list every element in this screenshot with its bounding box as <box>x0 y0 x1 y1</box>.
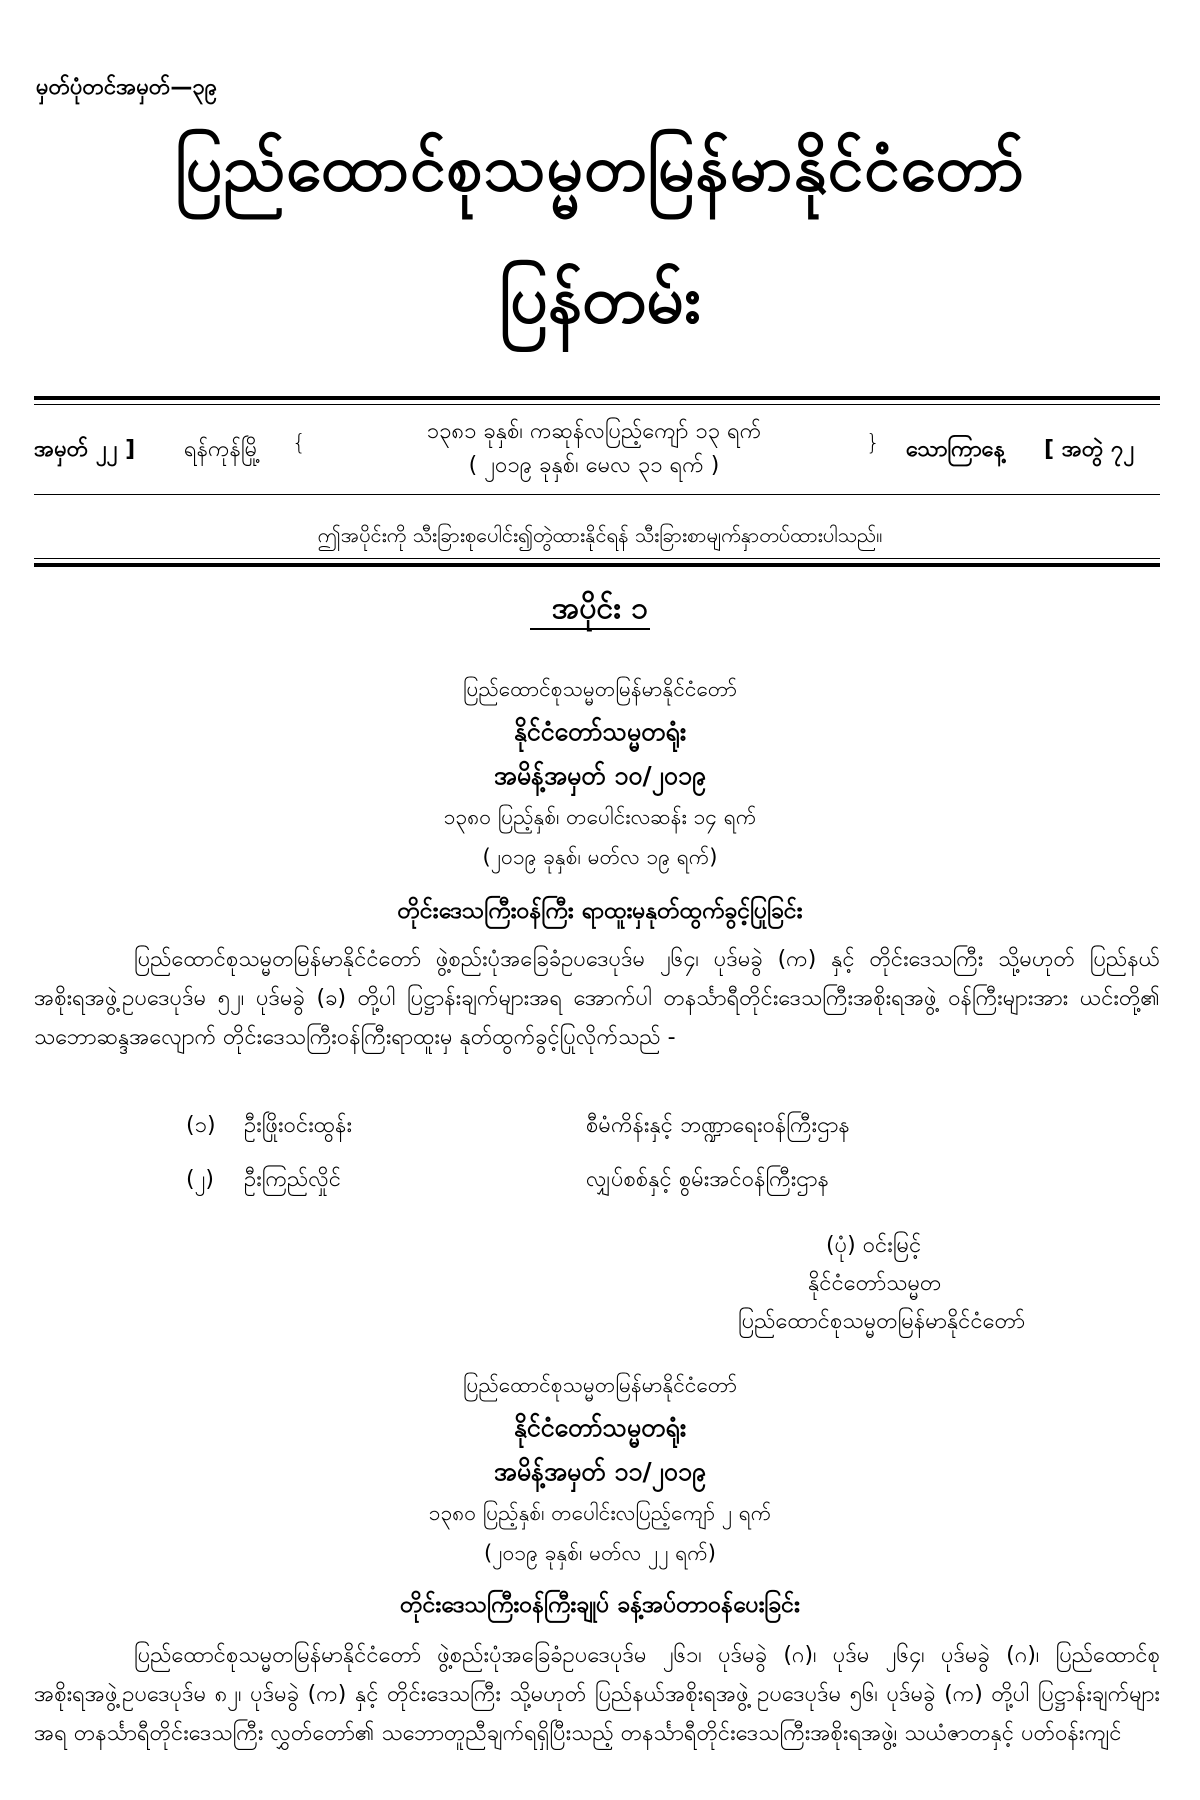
signature-position: နိုင်ငံတော်သမ္မတ <box>808 1271 942 1296</box>
order-number: အမိန့်အမှတ် ၁၁/၂၀၁၉ <box>493 1457 707 1486</box>
member-name: ဦးကြည်လှိုင် <box>244 1167 342 1192</box>
order-body: ပြည်ထောင်စုသမ္မတမြန်မာနိုင်ငံတော် ဖွဲ့စည်းပုံအခြေခံဥပဒေပုဒ်မ ၂၆၁၊ ပုဒ်မခွဲ (ဂ)၊ ပုဒ်မ ၂၆၄၊ ပုဒ်မခွဲ (ဂ)၊ ပြည်ထောင်စုအစိုးရအဖွဲ့ဥပဒေပုဒ်မ ၈၂၊ ပုဒ်မခွဲ (က) နှင့် တိုင်းဒေသကြီး သို့မဟုတ် ပြည်နယ်အစိုးရအဖွဲ့ ဥပဒေပုဒ်မ ၅၆၊ ပုဒ်မခွဲ (က) တို့ပါ ပြဋ္ဌာန်းချက်များအရ တနင်္သာရီတိုင်းဒေသကြီး လွှတ်တော်၏ သဘောတူညီချက်ရရှိပြီးသည့် တနင်္သာရီတိုင်းဒေသကြီးအစိုးရအဖွဲ့၊ သယံဇာတနှင့် ပတ်ဝန်းကျင် <box>34 1643 1160 1746</box>
part-title-underline <box>530 628 650 630</box>
date-myanmar: ၁၃၈၁ ခုနှစ်၊ ကဆုန်လပြည့်ကျော် ၁၃ ရက် <box>426 419 762 444</box>
member-index: (၂) <box>186 1167 214 1192</box>
gazette-title: ပြည်ထောင်စုသမ္မတမြန်မာနိုင်ငံတော် <box>174 132 1026 206</box>
right-brace: } <box>866 431 880 456</box>
top-rule-thin <box>34 404 1160 405</box>
member-name: ဦးဖြိုးဝင်းထွန်း <box>244 1113 353 1138</box>
signature-state: ပြည်ထောင်စုသမ္မတမြန်မာနိုင်ငံတော် <box>738 1309 1026 1334</box>
order-date-myanmar: ၁၃၈၀ ပြည့်နှစ်၊ တပေါင်းလဆန်း ၁၄ ရက် <box>443 805 757 829</box>
separate-note: ဤအပိုင်းကို သီးခြားစုပေါင်း၍တွဲထားနိုင်ရန် သီးခြားစာမျက်နှာတပ်ထားပါသည်။ <box>317 523 883 547</box>
signature-signed: (ပုံ) ဝင်းမြင့် <box>826 1233 922 1258</box>
date-gregorian: ( ၂၀၁၉ ခုနှစ်၊ မေလ ၃၁ ရက် ) <box>468 453 720 478</box>
order-date-gregorian: (၂၀၁၉ ခုနှစ်၊ မတ်လ ၂၂ ရက်) <box>483 1541 716 1565</box>
gazette-subtitle: ပြန်တမ်း <box>499 261 701 338</box>
order-body: ပြည်ထောင်စုသမ္မတမြန်မာနိုင်ငံတော် ဖွဲ့စည်းပုံအခြေခံဥပဒေပုဒ်မ ၂၆၄၊ ပုဒ်မခွဲ (က) နှင့် တိုင်းဒေသကြီး သို့မဟုတ် ပြည်နယ်အစိုးရအဖွဲ့ဥပဒေပုဒ်မ ၅၂၊ ပုဒ်မခွဲ (ခ) တို့ပါ ပြဋ္ဌာန်းချက်များအရ အောက်ပါ တနင်္သာရီတိုင်းဒေသကြီးအစိုးရအဖွဲ့ ဝန်ကြီးများအား ယင်းတို့၏ သဘောဆန္ဒအလျောက် တိုင်းဒေသကြီးဝန်ကြီးရာထူးမှ နုတ်ထွက်ခွင့်ပြုလိုက်သည် - <box>34 947 1160 1050</box>
order-subject: တိုင်းဒေသကြီးဝန်ကြီးချုပ် ခန့်အပ်တာဝန်ပေးခြင်း <box>400 1592 800 1618</box>
issue-info-row <box>34 410 1160 486</box>
top-rule-thick <box>34 396 1160 400</box>
order-subject: တိုင်းဒေသကြီးဝန်ကြီး ရာထူးမှနုတ်ထွက်ခွင့်ပြုခြင်း <box>397 898 803 924</box>
order-office: နိုင်ငံတော်သမ္မတရုံး <box>513 1413 687 1442</box>
order-date-gregorian: (၂၀၁၉ ခုနှစ်၊ မတ်လ ၁၉ ရက်) <box>482 845 718 869</box>
order-number: အမိန့်အမှတ် ၁၀/၂၀၁၉ <box>493 761 707 790</box>
note-rule-top <box>34 494 1160 495</box>
weekday: သောကြာနေ့ <box>906 437 1005 462</box>
member-index: (၁) <box>186 1113 216 1138</box>
order-state: ပြည်ထောင်စုသမ္မတမြန်မာနိုင်ငံတော် <box>462 677 737 701</box>
order-date-myanmar: ၁၃၈၀ ပြည့်နှစ်၊ တပေါင်းလပြည့်ကျော် ၂ ရက် <box>428 1501 772 1525</box>
member-post: စီမံကိန်းနှင့် ဘဏ္ဍာရေးဝန်ကြီးဌာန <box>586 1113 850 1138</box>
issue-number: အမှတ် ၂၂ ] <box>34 437 136 462</box>
note-rule-bottom-thin <box>34 558 1160 559</box>
left-brace: { <box>292 431 306 456</box>
member-post: လျှပ်စစ်နှင့် စွမ်းအင်ဝန်ကြီးဌာန <box>586 1167 829 1192</box>
registration-number: မှတ်ပုံတင်အမှတ်—၃၉ <box>36 75 218 100</box>
order-office: နိုင်ငံတော်သမ္မတရုံး <box>513 717 687 746</box>
volume-number: [ အတွဲ ၇၂ <box>1044 437 1135 462</box>
note-rule-bottom-thick <box>34 563 1160 567</box>
city: ရန်ကုန်မြို့ <box>184 437 261 462</box>
order-state: ပြည်ထောင်စုသမ္မတမြန်မာနိုင်ငံတော် <box>462 1373 737 1397</box>
part-title: အပိုင်း ၁ <box>551 591 649 626</box>
